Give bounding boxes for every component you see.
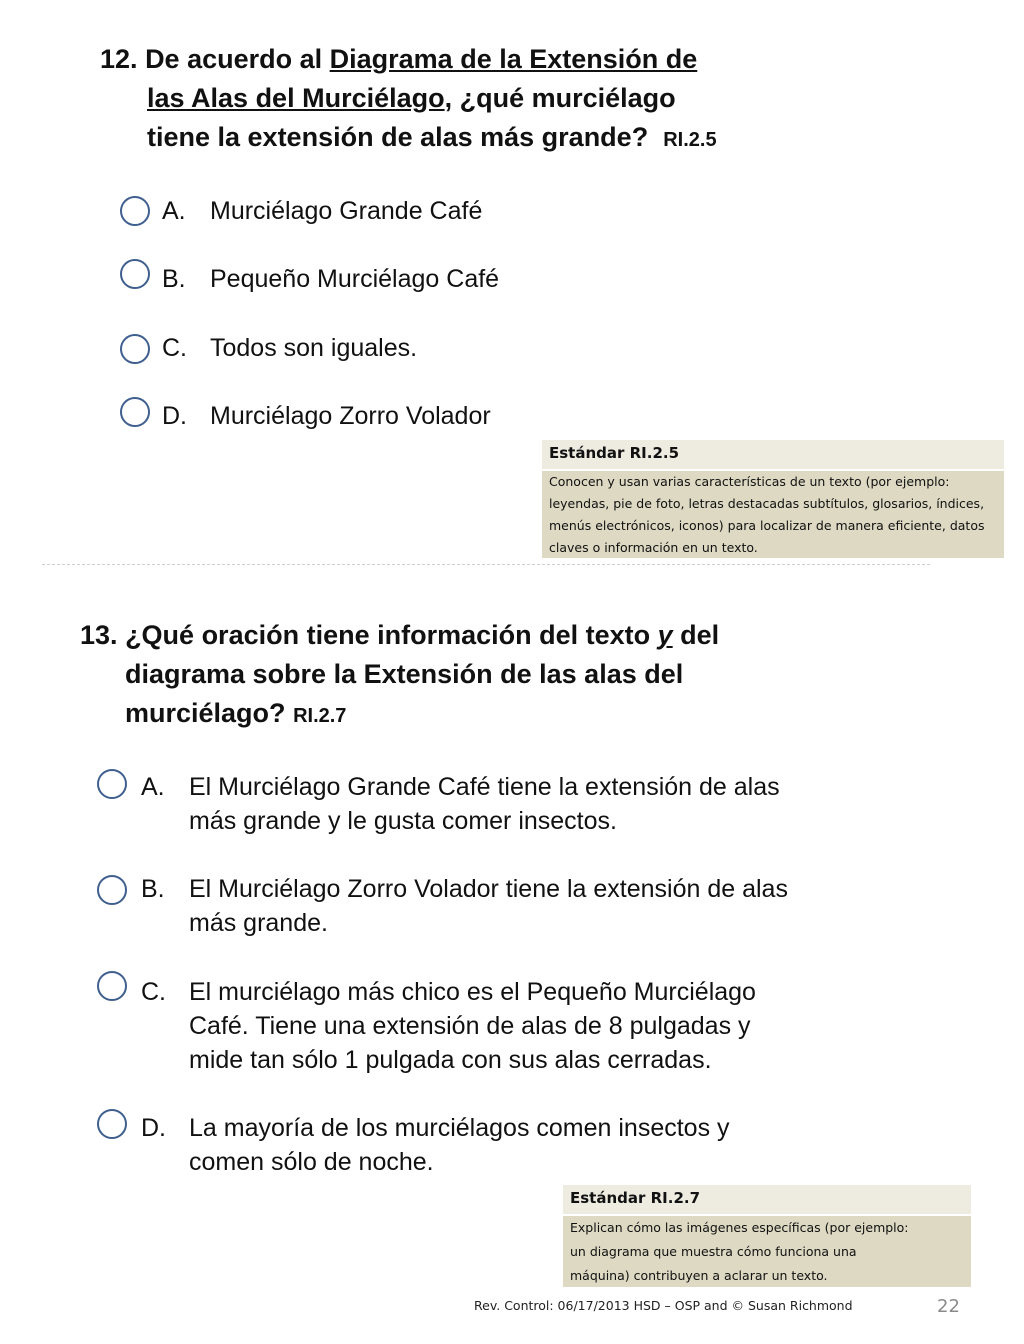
standard-line: menús electrónicos, iconos) para localizar de manera eficiente, datos	[549, 518, 985, 533]
option-line: La mayoría de los murciélagos comen insectos y	[189, 1114, 730, 1142]
q12-option-c-text: Todos son iguales.	[210, 334, 418, 362]
question-12-line-1	[100, 40, 860, 79]
question-13-after-emph: del	[672, 620, 720, 650]
q13-option-a-text	[189, 770, 780, 838]
question-13-line-1	[80, 616, 880, 655]
question-12-lead: De acuerdo al	[145, 44, 330, 74]
q13-option-a-radio[interactable]	[97, 769, 127, 799]
option-line: comen sólo de noche.	[189, 1148, 434, 1176]
question-12-after-link: , ¿qué murciélago	[444, 83, 676, 113]
page-number: 22	[937, 1296, 960, 1317]
q12-option-c-letter: C.	[162, 334, 187, 362]
standard-box-body	[563, 1216, 971, 1288]
q12-option-b-letter: B.	[162, 265, 186, 293]
question-12-number: 12.	[100, 44, 138, 74]
question-13-standard-ref: RI.2.7	[293, 705, 347, 727]
q12-option-b-text: Pequeño Murciélago Café	[210, 265, 500, 293]
standard-line: claves o información en un texto.	[549, 540, 758, 555]
diagram-title-part-1: Diagrama de la Extensión de	[329, 44, 698, 74]
standard-box-body	[542, 471, 1004, 559]
q13-option-c-text	[189, 975, 756, 1077]
section-divider	[42, 564, 930, 565]
standard-box-ri-2-7	[563, 1185, 971, 1287]
question-13-line-3	[80, 694, 880, 736]
question-13-line-2: diagrama sobre la Extensión de las alas del	[125, 659, 684, 689]
option-line: El murciélago más chico es el Pequeño Murciélago	[189, 978, 756, 1006]
option-line: más grande y le gusta comer insectos.	[189, 807, 617, 835]
question-12-text-end: tiene la extensión de alas más grande?	[147, 122, 649, 152]
q13-option-d-text	[189, 1111, 730, 1179]
question-12-standard-ref: RI.2.5	[663, 129, 717, 151]
standard-box-ri-2-5	[542, 440, 1004, 558]
standard-line: Conocen y usan varias características de un texto (por ejemplo:	[549, 474, 950, 489]
q13-option-c-letter: C.	[141, 978, 166, 1006]
q13-option-b-text	[189, 872, 788, 940]
q13-option-d-radio[interactable]	[97, 1109, 127, 1139]
q13-option-d-letter: D.	[141, 1114, 166, 1142]
option-line: El Murciélago Grande Café tiene la extensión de alas	[189, 773, 780, 801]
standard-box-title: Estándar RI.2.7	[563, 1185, 971, 1216]
question-13-lead: ¿Qué oración tiene información del texto	[125, 620, 658, 650]
q12-option-a-text: Murciélago Grande Café	[210, 197, 483, 225]
option-line: mide tan sólo 1 pulgada con sus alas cerradas.	[189, 1046, 712, 1074]
q13-option-b-radio[interactable]	[97, 875, 127, 905]
standard-line: máquina) contribuyen a aclarar un texto.	[570, 1268, 828, 1283]
question-12-line-2	[100, 79, 860, 118]
q13-option-c-radio[interactable]	[97, 971, 127, 1001]
question-13-number: 13.	[80, 620, 118, 650]
q12-option-a-radio[interactable]	[120, 196, 150, 226]
option-line: más grande.	[189, 909, 328, 937]
q12-option-c-radio[interactable]	[120, 334, 150, 364]
diagram-title-part-2: las Alas del Murciélago	[147, 83, 445, 113]
q12-option-d-letter: D.	[162, 402, 187, 430]
standard-line: leyendas, pie de foto, letras destacadas subtítulos, glosarios, índices,	[549, 496, 985, 511]
q13-option-b-letter: B.	[141, 875, 165, 903]
footer-revision: Rev. Control: 06/17/2013 HSD – OSP and © Susan Richmond	[474, 1298, 853, 1313]
question-13-text-end: murciélago?	[125, 698, 286, 728]
standard-line: Explican cómo las imágenes específicas (por ejemplo:	[570, 1220, 909, 1235]
question-12	[100, 40, 860, 160]
standard-line: un diagrama que muestra cómo funciona una	[570, 1244, 857, 1259]
standard-box-title: Estándar RI.2.5	[542, 440, 1004, 471]
option-line: El Murciélago Zorro Volador tiene la extensión de alas	[189, 875, 788, 903]
q12-option-a-letter: A.	[162, 197, 186, 225]
q12-option-b-radio[interactable]	[120, 259, 150, 289]
question-13-emphasis: y	[657, 620, 673, 650]
q12-option-d-text: Murciélago Zorro Volador	[210, 402, 491, 430]
q12-option-d-radio[interactable]	[120, 397, 150, 427]
option-line: Café. Tiene una extensión de alas de 8 pulgadas y	[189, 1012, 751, 1040]
question-12-line-3	[100, 118, 860, 160]
question-13	[80, 616, 880, 736]
q13-option-a-letter: A.	[141, 773, 165, 801]
